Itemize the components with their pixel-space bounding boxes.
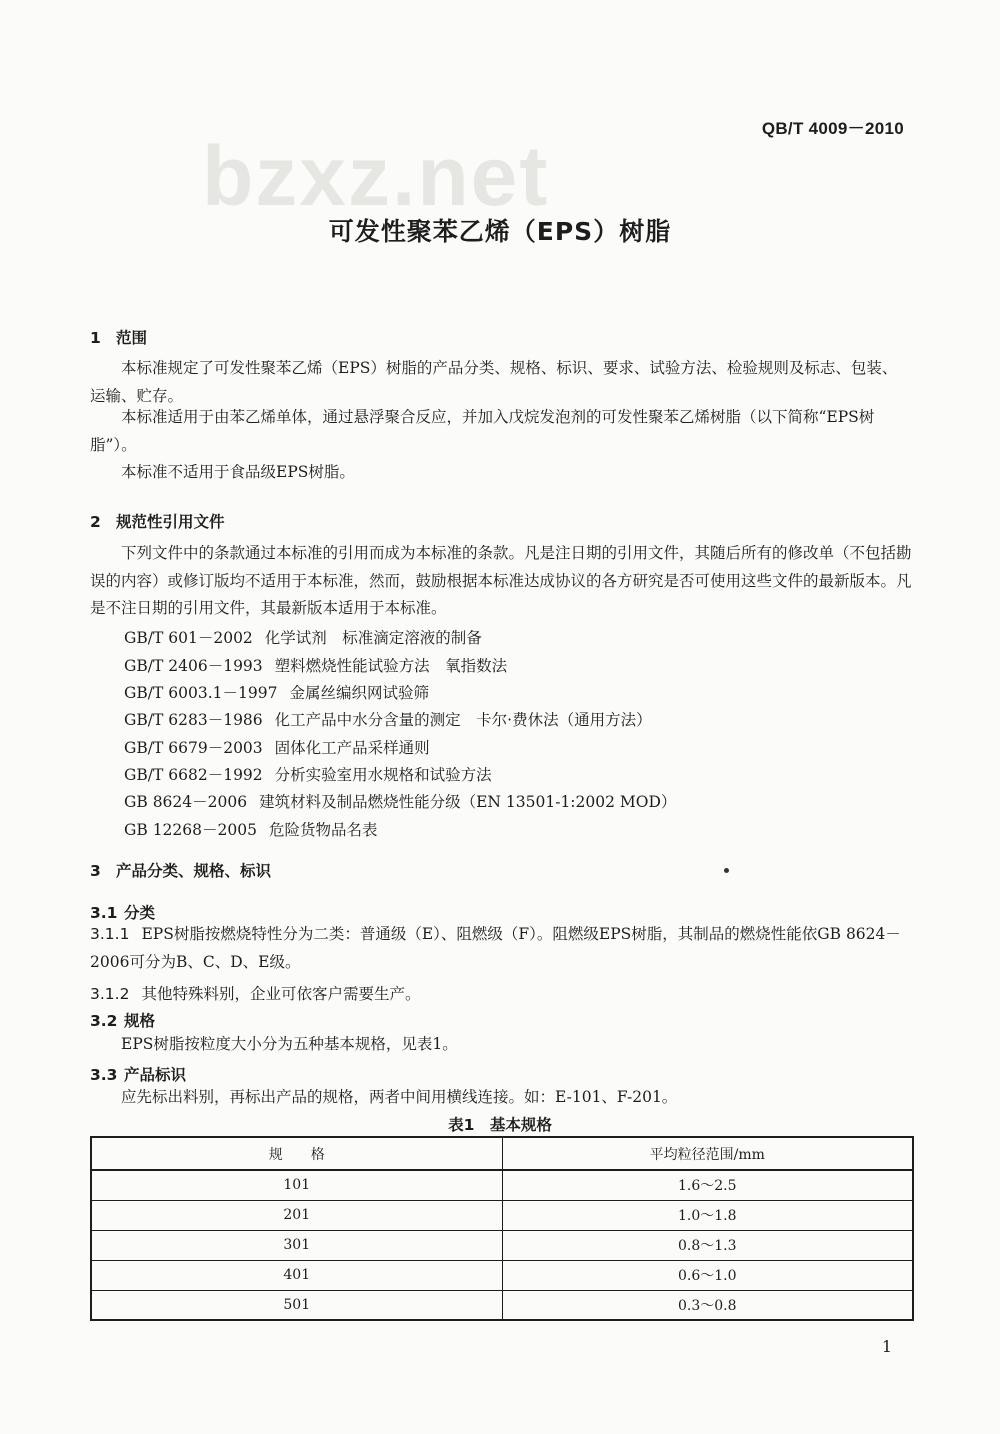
table-row (91, 1260, 913, 1290)
reference-title: 分析实验室用水规格和试验方法 (274, 766, 492, 784)
basic-spec-table (90, 1136, 914, 1321)
table-header-cell: 平均粒径范围/mm (502, 1137, 913, 1170)
section-2-heading (90, 510, 225, 532)
reference-code: GB/T 6283－1986 (124, 711, 263, 729)
reference-item (124, 708, 652, 730)
section-1-heading (90, 326, 147, 348)
table-cell: 0.6～1.0 (502, 1260, 913, 1290)
reference-item (124, 818, 377, 840)
table-cell: 301 (91, 1230, 502, 1260)
table-cell: 201 (91, 1200, 502, 1230)
reference-title: 建筑材料及制品燃烧性能分级（EN 13501-1:2002 MOD） (259, 793, 677, 811)
reference-item (124, 736, 430, 758)
section-2-intro: 下列文件中的条款通过本标准的引用而成为本标准的条款。凡是注日期的引用文件，其随后所有的修改单（不包括勘误的内容）或修订版均不适用于本标准，然而，鼓励根据本标准达成协议的各方研究是否可使用这些文件的最新版本。凡是不注日期的引用文件，其最新版本适用于本标准。 (90, 544, 912, 617)
reference-code: GB/T 6679－2003 (124, 739, 263, 757)
section-title: 范围 (116, 329, 148, 347)
table-row (91, 1290, 913, 1320)
section-1-paragraph-1: 本标准规定了可发性聚苯乙烯（EPS）树脂的产品分类、规格、标识、要求、试验方法、检验规则及标志、包装、运输、贮存。 (90, 359, 898, 405)
reference-title: 化工产品中水分含量的测定 卡尔·费休法（通用方法） (274, 711, 652, 729)
reference-code: GB/T 2406－1993 (124, 657, 263, 675)
subsection-3-3-text: 应先标出料别，再标出产品的规格，两者中间用横线连接。如：E-101、F-201。 (121, 1088, 678, 1106)
reference-code: GB 12268－2005 (124, 821, 257, 839)
clause-text: EPS树脂按燃烧特性分为二类：普通级（E）、阻燃级（F）。阻燃级EPS树脂，其制品的燃烧性能依GB 8624－2006可分为B、C、D、E级。 (90, 925, 901, 971)
reference-title: 塑料燃烧性能试验方法 氧指数法 (274, 657, 508, 675)
watermark: bzxz.net (202, 129, 550, 223)
subsection-title: 产品标识 (124, 1066, 187, 1084)
table-cell: 0.3～0.8 (502, 1290, 913, 1320)
reference-title: 固体化工产品采样通则 (274, 739, 430, 757)
table-cell: 0.8～1.3 (502, 1230, 913, 1260)
table-header-cell: 规 格 (91, 1137, 502, 1170)
reference-item (124, 763, 492, 785)
reference-item (124, 626, 482, 648)
subsection-3-3-heading (90, 1063, 186, 1085)
section-1-paragraph-2: 本标准适用于由苯乙烯单体，通过悬浮聚合反应，并加入戊烷发泡剂的可发性聚苯乙烯树脂（以下简称“EPS树脂”）。 (90, 408, 875, 454)
clause-3-1-2 (90, 982, 420, 1004)
subsection-title: 分类 (124, 904, 156, 922)
table-cell: 401 (91, 1260, 502, 1290)
subsection-3-2-heading (90, 1009, 155, 1031)
section-title: 规范性引用文件 (116, 513, 225, 531)
reference-title: 化学试剂 标准滴定溶液的制备 (264, 629, 482, 647)
table-row (91, 1170, 913, 1200)
reference-title: 金属丝编织网试验筛 (289, 684, 429, 702)
table-row (91, 1230, 913, 1260)
clause-number: 3.1.2 (90, 985, 130, 1003)
subsection-number: 3.2 (90, 1012, 118, 1030)
subsection-3-2-text: EPS树脂按粒度大小分为五种基本规格，见表1。 (121, 1035, 458, 1053)
reference-code: GB/T 6003.1－1997 (124, 684, 278, 702)
clause-text: 其他特殊料别，企业可依客户需要生产。 (141, 985, 421, 1003)
table-cell: 101 (91, 1170, 502, 1200)
clause-number: 3.1.1 (90, 925, 130, 943)
section-3-heading (90, 859, 271, 881)
section-number: 2 (90, 513, 101, 531)
reference-item (124, 790, 676, 812)
reference-code: GB 8624－2006 (124, 793, 248, 811)
table-caption: 表1 基本规格 (448, 1116, 552, 1134)
table-cell: 1.6～2.5 (502, 1170, 913, 1200)
scan-speck (724, 868, 729, 873)
table-cell: 1.0～1.8 (502, 1200, 913, 1230)
section-1-paragraph-3: 本标准不适用于食品级EPS树脂。 (121, 463, 355, 481)
document-number: QB/T 4009－2010 (761, 119, 904, 138)
reference-title: 危险货物品名表 (268, 821, 378, 839)
subsection-title: 规格 (124, 1012, 156, 1030)
reference-item (124, 654, 507, 676)
subsection-number: 3.3 (90, 1066, 118, 1084)
table-cell: 501 (91, 1290, 502, 1320)
reference-item (124, 681, 429, 703)
table-row (91, 1200, 913, 1230)
clause-3-1-1 (90, 921, 912, 976)
page-number: 1 (881, 1337, 892, 1356)
subsection-number: 3.1 (90, 904, 118, 922)
subsection-3-1-heading (90, 901, 155, 923)
section-number: 3 (90, 862, 101, 880)
document-title: 可发性聚苯乙烯（EPS）树脂 (328, 217, 672, 246)
reference-code: GB/T 601－2002 (124, 629, 253, 647)
section-title: 产品分类、规格、标识 (116, 862, 272, 880)
section-number: 1 (90, 329, 101, 347)
reference-code: GB/T 6682－1992 (124, 766, 263, 784)
table-header-row (91, 1137, 913, 1170)
